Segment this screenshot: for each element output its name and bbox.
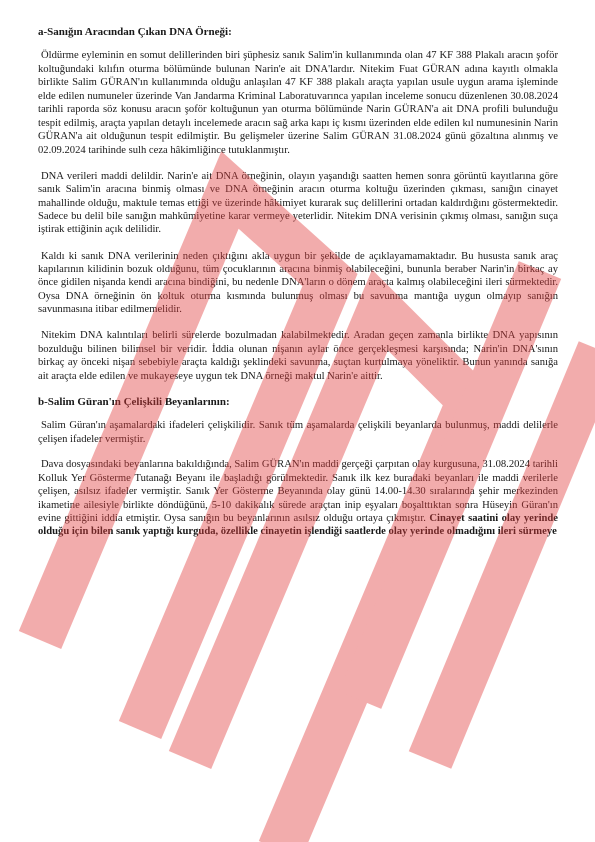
section-b-paragraph-2-text: Dava dosyasındaki beyanlarına bakıldığında, Salim GÜRAN'ın maddi gerçeği çarpıtan olay kurgusuna, 31.08.2024 tarihli Kolluk Yer Gösterme Tutanağı Beyanı ile başladığı görülmektedir. Sanık ilk kez buradaki beyanları ile maddi verilerle çelişen, asılsız ifadeler vermiştir. Sanık Yer Gösterme Beyanında olay günü 14.00-14.30 sıralarında şehir merkezinden ikametine ailesiyle birlikte döndüğünü, 5-10 dakikalık sürede araçtan inip eşyaları boşalttıktan sonra Hüseyin Güran'ın evine gittiğini iddia etmiştir. Oysa sanığın bu beyanlarının asılsız olduğu ortaya çıkmıştır. <box>38 459 558 524</box>
section-a-paragraph-2: DNA verileri maddi delildir. Narin'e ait DNA örneğinin, olayın yaşandığı saatten hemen sonra görüntü kayıtlarına göre sanık Salim'in aracına binmiş olması ve DNA örneğinin aracın oturma koltuğu üzerinden çıkması, sanığın cinayet mahallinde olduğu, maktule temas ettiği ve üzerinde hâkimiyet kurarak suç delillerini ortadan kaldırdığını göstermektedir. Sadece bu delil bile sanığın mahkûmiyetine karar vermeye yeterlidir. Nitekim DNA verisinin çıkmış olması, sanığın suça iştirak ettiğinin açık delilidir. <box>38 170 558 236</box>
section-a-paragraph-4: Nitekim DNA kalıntıları belirli sürelerde bozulmadan kalabilmektedir. Aradan geçen zamanla birlikte DNA yapısının bozulduğu bilinen bilimsel bir veridir. İddia olunan nişanın aylar önce gerçekleşmesi karşısında; Narin'in DNA'sının birkaç ay önceki nişan sebebiyle araçta kaldığı şeklindeki savunma, suçtan kurtulmaya yöneliktir. Bunun yanında sanığa ait araçta elde edilen ve mukayeseye uygun tek DNA örneği maktul Narin'e aittir. <box>38 330 558 382</box>
section-a-paragraph-1: Öldürme eyleminin en somut delillerinden biri şüphesiz sanık Salim'in kullanımında olan 47 KF 388 Plakalı aracın şoför koltuğundaki kılıfın oturma bölümünde bulunan Narin'e ait DNA'lardır. Nitekim Fuat GÜRAN adına kayıtlı olmakla birlikte Salim GÜRAN'ın kullanımında olduğu anlaşılan 47 KF 388 plakalı araçta yapılan usule uygun arama işleminde elde edilen numuneler üzerinde Van Jandarma Kriminal Laboratuvarınca yapılan inceleme sonucu düzenlenen 30.08.2024 tarihli raporda söz konusu aracın şoför koltuğunun yan oturma bölümünde Narin GÜRAN'a ait DNA profili bulunduğu tespit edilmiş, araçta yapılan detaylı incelemede aracın sağ arka kapı iç kısmı üzerinden elde edilen kıl numunesinin Narin GÜRAN'a ait olduğunun tespit edilmiştir. Bu gelişmeler üzerine Salim GÜRAN 31.08.2024 günü gözaltına alınmış ve 02.09.2024 tarihinde sulh ceza hâkimliğince tutuklanmıştır. <box>38 50 558 156</box>
section-b-paragraph-2-bold-text: Cinayet saatini olay yerinde olduğu için bilen sanık yaptığı kurguda, özellikle cinayetin işlendiği saatlerde olay yerinde olmadığını ileri sürmeye <box>38 512 558 538</box>
section-a-heading: a-Sanığın Aracından Çıkan DNA Örneği: <box>38 26 232 38</box>
section-b-paragraph-1: Salim Güran'ın aşamalardaki ifadeleri çelişkilidir. Sanık tüm aşamalarda çelişkili beyanlarda bulunmuş, maddi delilerle çelişen ifadeler vermiştir. <box>38 420 558 445</box>
section-a-paragraph-3: Kaldı ki sanık DNA verilerinin neden çıktığını akla uygun bir şekilde de açıklayamamaktadır. Bu hususta sanık araç kapılarının kilidinin bozuk olduğunu, tüm çocuklarının aracına binmiş olabileceğini, bununla beraber Narin'in birkaç ay önce gidilen nişanda kendi aracına bindiğini, bu nedenle DNA'ların o dönem araçta kalmış olabileceğini ileri sürmektedir. Oysa DNA örneğinin ön koltuk oturma kısmında bulunmuş olması bu savunma mantığa uygun olmayıp sanığın savunmasına itibar edilmemelidir. <box>38 250 558 316</box>
section-b-paragraph-2 <box>38 458 558 539</box>
section-b-heading: b-Salim Güran'ın Çelişkili Beyanlarının: <box>38 395 230 408</box>
document-body <box>38 26 558 551</box>
